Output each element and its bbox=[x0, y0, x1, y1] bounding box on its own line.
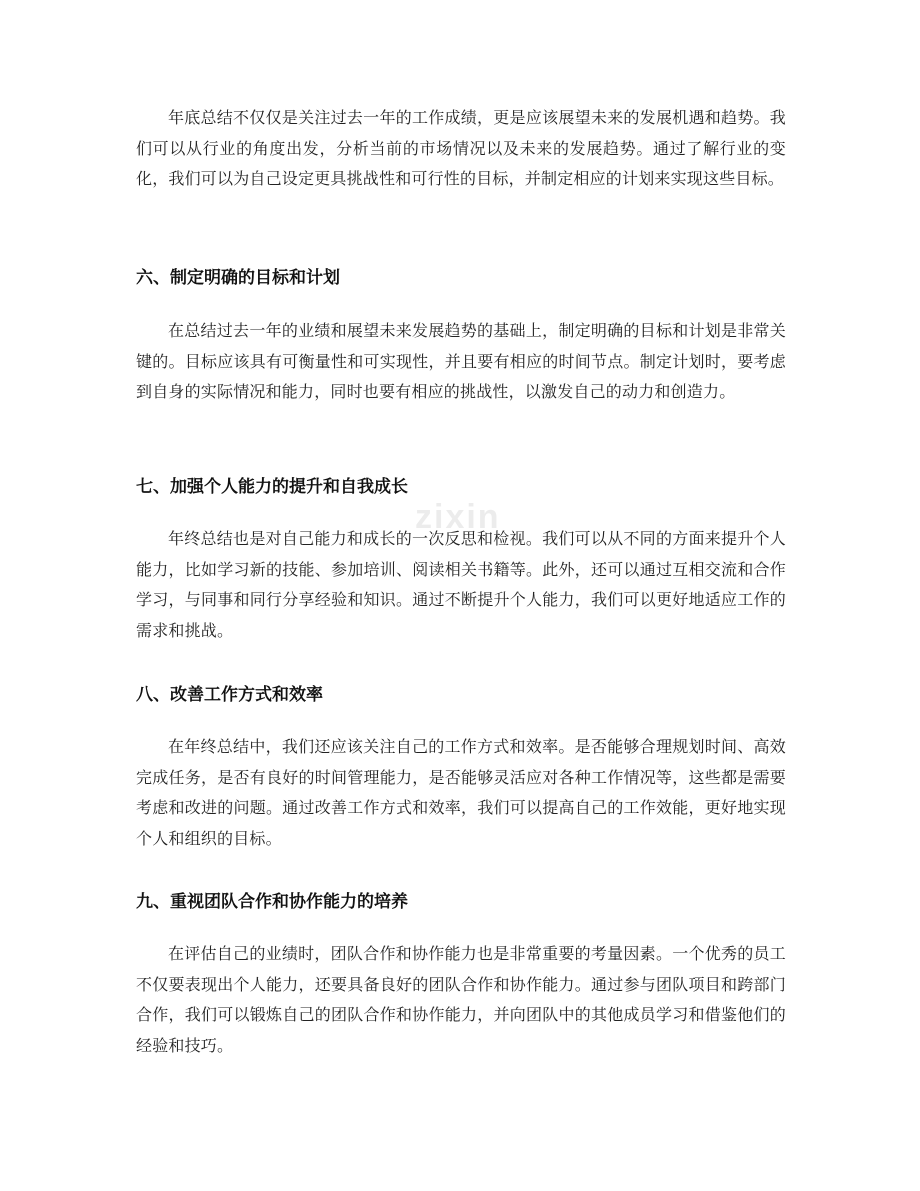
paragraph-future-trends: 年底总结不仅仅是关注过去一年的工作成绩，更是应该展望未来的发展机遇和趋势。我们可以从行业的角度出发，分析当前的市场情况以及未来的发展趋势。通过了解行业的变化，我们可以为自己设定更具挑战性和可行性的目标，并制定相应的计划来实现这些目标。 bbox=[136, 108, 786, 188]
paragraph-goals-plans: 在总结过去一年的业绩和展望未来发展趋势的基础上，制定明确的目标和计划是非常关键的。目标应该具有可衡量性和可实现性，并且要有相应的时间节点。制定计划时，要考虑到自身的实际情况和能力，同时也要有相应的挑战性，以激发自己的动力和创造力。 bbox=[136, 321, 786, 401]
watermark-logo bbox=[415, 488, 525, 548]
heading-section-8: 八、改善工作方式和效率 bbox=[136, 685, 323, 705]
heading-section-7: 七、加强个人能力的提升和自我成长 bbox=[136, 477, 408, 497]
watermark-text: zixin bbox=[415, 498, 501, 536]
paragraph-personal-growth: 年终总结也是对自己能力和成长的一次反思和检视。我们可以从不同的方面来提升个人能力，比如学习新的技能、参加培训、阅读相关书籍等。此外，还可以通过互相交流和合作学习，与同事和同行分享经验和知识。通过不断提升个人能力，我们可以更好地适应工作的需求和挑战。 bbox=[136, 529, 786, 640]
heading-section-6: 六、制定明确的目标和计划 bbox=[136, 268, 340, 288]
paragraph-teamwork: 在评估自己的业绩时，团队合作和协作能力也是非常重要的考量因素。一个优秀的员工不仅要表现出个人能力，还要具备良好的团队合作和协作能力。通过参与团队项目和跨部门合作，我们可以锻炼自己的团队合作和协作能力，并向团队中的其他成员学习和借鉴他们的经验和技巧。 bbox=[136, 944, 786, 1055]
heading-section-9: 九、重视团队合作和协作能力的培养 bbox=[136, 892, 408, 912]
paragraph-work-efficiency: 在年终总结中，我们还应该关注自己的工作方式和效率。是否能够合理规划时间、高效完成任务，是否有良好的时间管理能力，是否能够灵活应对各种工作情况等，这些都是需要考虑和改进的问题。通过改善工作方式和效率，我们可以提高自己的工作效能，更好地实现个人和组织的目标。 bbox=[136, 737, 786, 848]
